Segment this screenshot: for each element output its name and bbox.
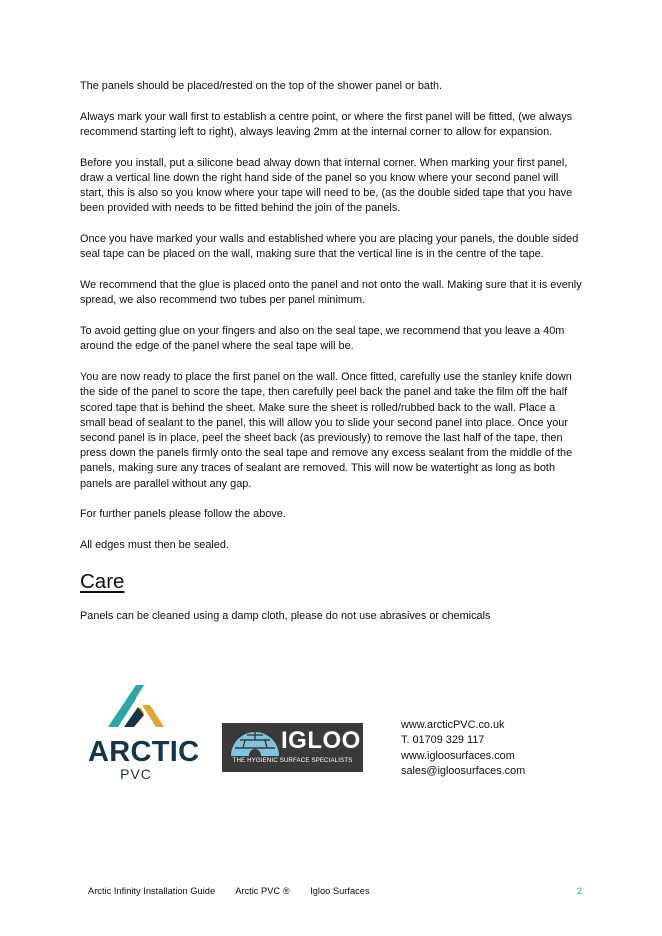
paragraph-panel-placement: The panels should be placed/rested on the top of the shower panel or bath. (80, 80, 443, 92)
footer-guide-title: Arctic Infinity Installation Guide (88, 886, 216, 896)
contact-phone: T. 01709 329 117 (401, 734, 485, 747)
paragraph-place-first-panel: You are now ready to place the first panel on the wall. Once fitted, carefully use the stanley knife down the side of the panel to score the tape, then carefully peel back the panel and take the film off the half scored tape that is behind the sheet. Make sure the sheet is rolled/rubbed back to the wall. Place a small bead of sealant to the panel, this will allow you to slide your second panel into place. Once your second panel is in place, peel the sheet back (as previously) to remove the last half of the tape, then press down the panels firmly onto the seal tape and remove any excess sealant from the middle of the panels, making sure any traces of sealant are removed. This will now be watertight as long as both panels are parallel without any gap. (80, 371, 573, 490)
footer-brand-arctic: Arctic PVC ® (235, 886, 290, 896)
paragraph-glue: We recommend that the glue is placed onto the panel and not onto the wall. Making sure that it is evenly spread, we also recommend two tubes per panel minimum. (80, 279, 582, 307)
contact-website-arctic[interactable]: www.arcticPVC.co.uk (401, 719, 505, 731)
igloo-tagline: THE HYGIENIC SURFACE SPECIALISTS (232, 757, 353, 764)
igloo-logo (222, 723, 363, 772)
paragraph-mark-wall: Always mark your wall first to establish a centre point, or where the first panel will be fitted, (we always recommend starting left to right), always leaving 2mm at the internal corner to allow for expansion. (80, 110, 573, 138)
page-footer (88, 886, 582, 896)
paragraph-further-panels: For further panels please follow the above. (80, 508, 286, 521)
paragraph-seal-tape: Once you have marked your walls and established where you are placing your panels, the double sided seal tape can be placed on the wall, making sure that the vertical line is in the centre of the tape. (80, 233, 579, 261)
contact-website-igloo[interactable]: www.igloosurfaces.com (401, 749, 515, 762)
paragraph-silicone-bead: Before you install, put a silicone bead alway down that internal corner. When marking your first panel, draw a vertical line down the right hand side of the panel so you know where your second panel will start, this is also so you know where your tape will need to be, (as the double sided tape that you have been provided with needs to be fitted behind the join of the panels. (80, 156, 573, 215)
arctic-wordmark: ARCTIC (88, 736, 200, 768)
care-heading: Care (80, 570, 125, 594)
contact-email[interactable]: sales@igloosurfaces.com (401, 764, 526, 777)
paragraph-avoid-glue: To avoid getting glue on your fingers and also on the seal tape, we recommend that you leave a 40m around the edge of the panel where the seal tape will be. (80, 325, 565, 353)
footer-brand-igloo: Igloo Surfaces (310, 886, 370, 896)
arctic-pvc-logo (88, 683, 200, 783)
arctic-triangle-icon (88, 683, 184, 739)
arctic-subtitle: PVC (120, 766, 152, 782)
care-text: Panels can be cleaned using a damp cloth, please do not use abrasives or chemicals (80, 610, 491, 623)
igloo-dome-icon (227, 726, 283, 758)
page-content (80, 79, 582, 640)
contact-block (401, 718, 525, 779)
igloo-wordmark: IGLOO (281, 727, 361, 754)
paragraph-edges-sealed: All edges must then be sealed. (80, 539, 229, 552)
page-number: 2 (576, 886, 582, 896)
